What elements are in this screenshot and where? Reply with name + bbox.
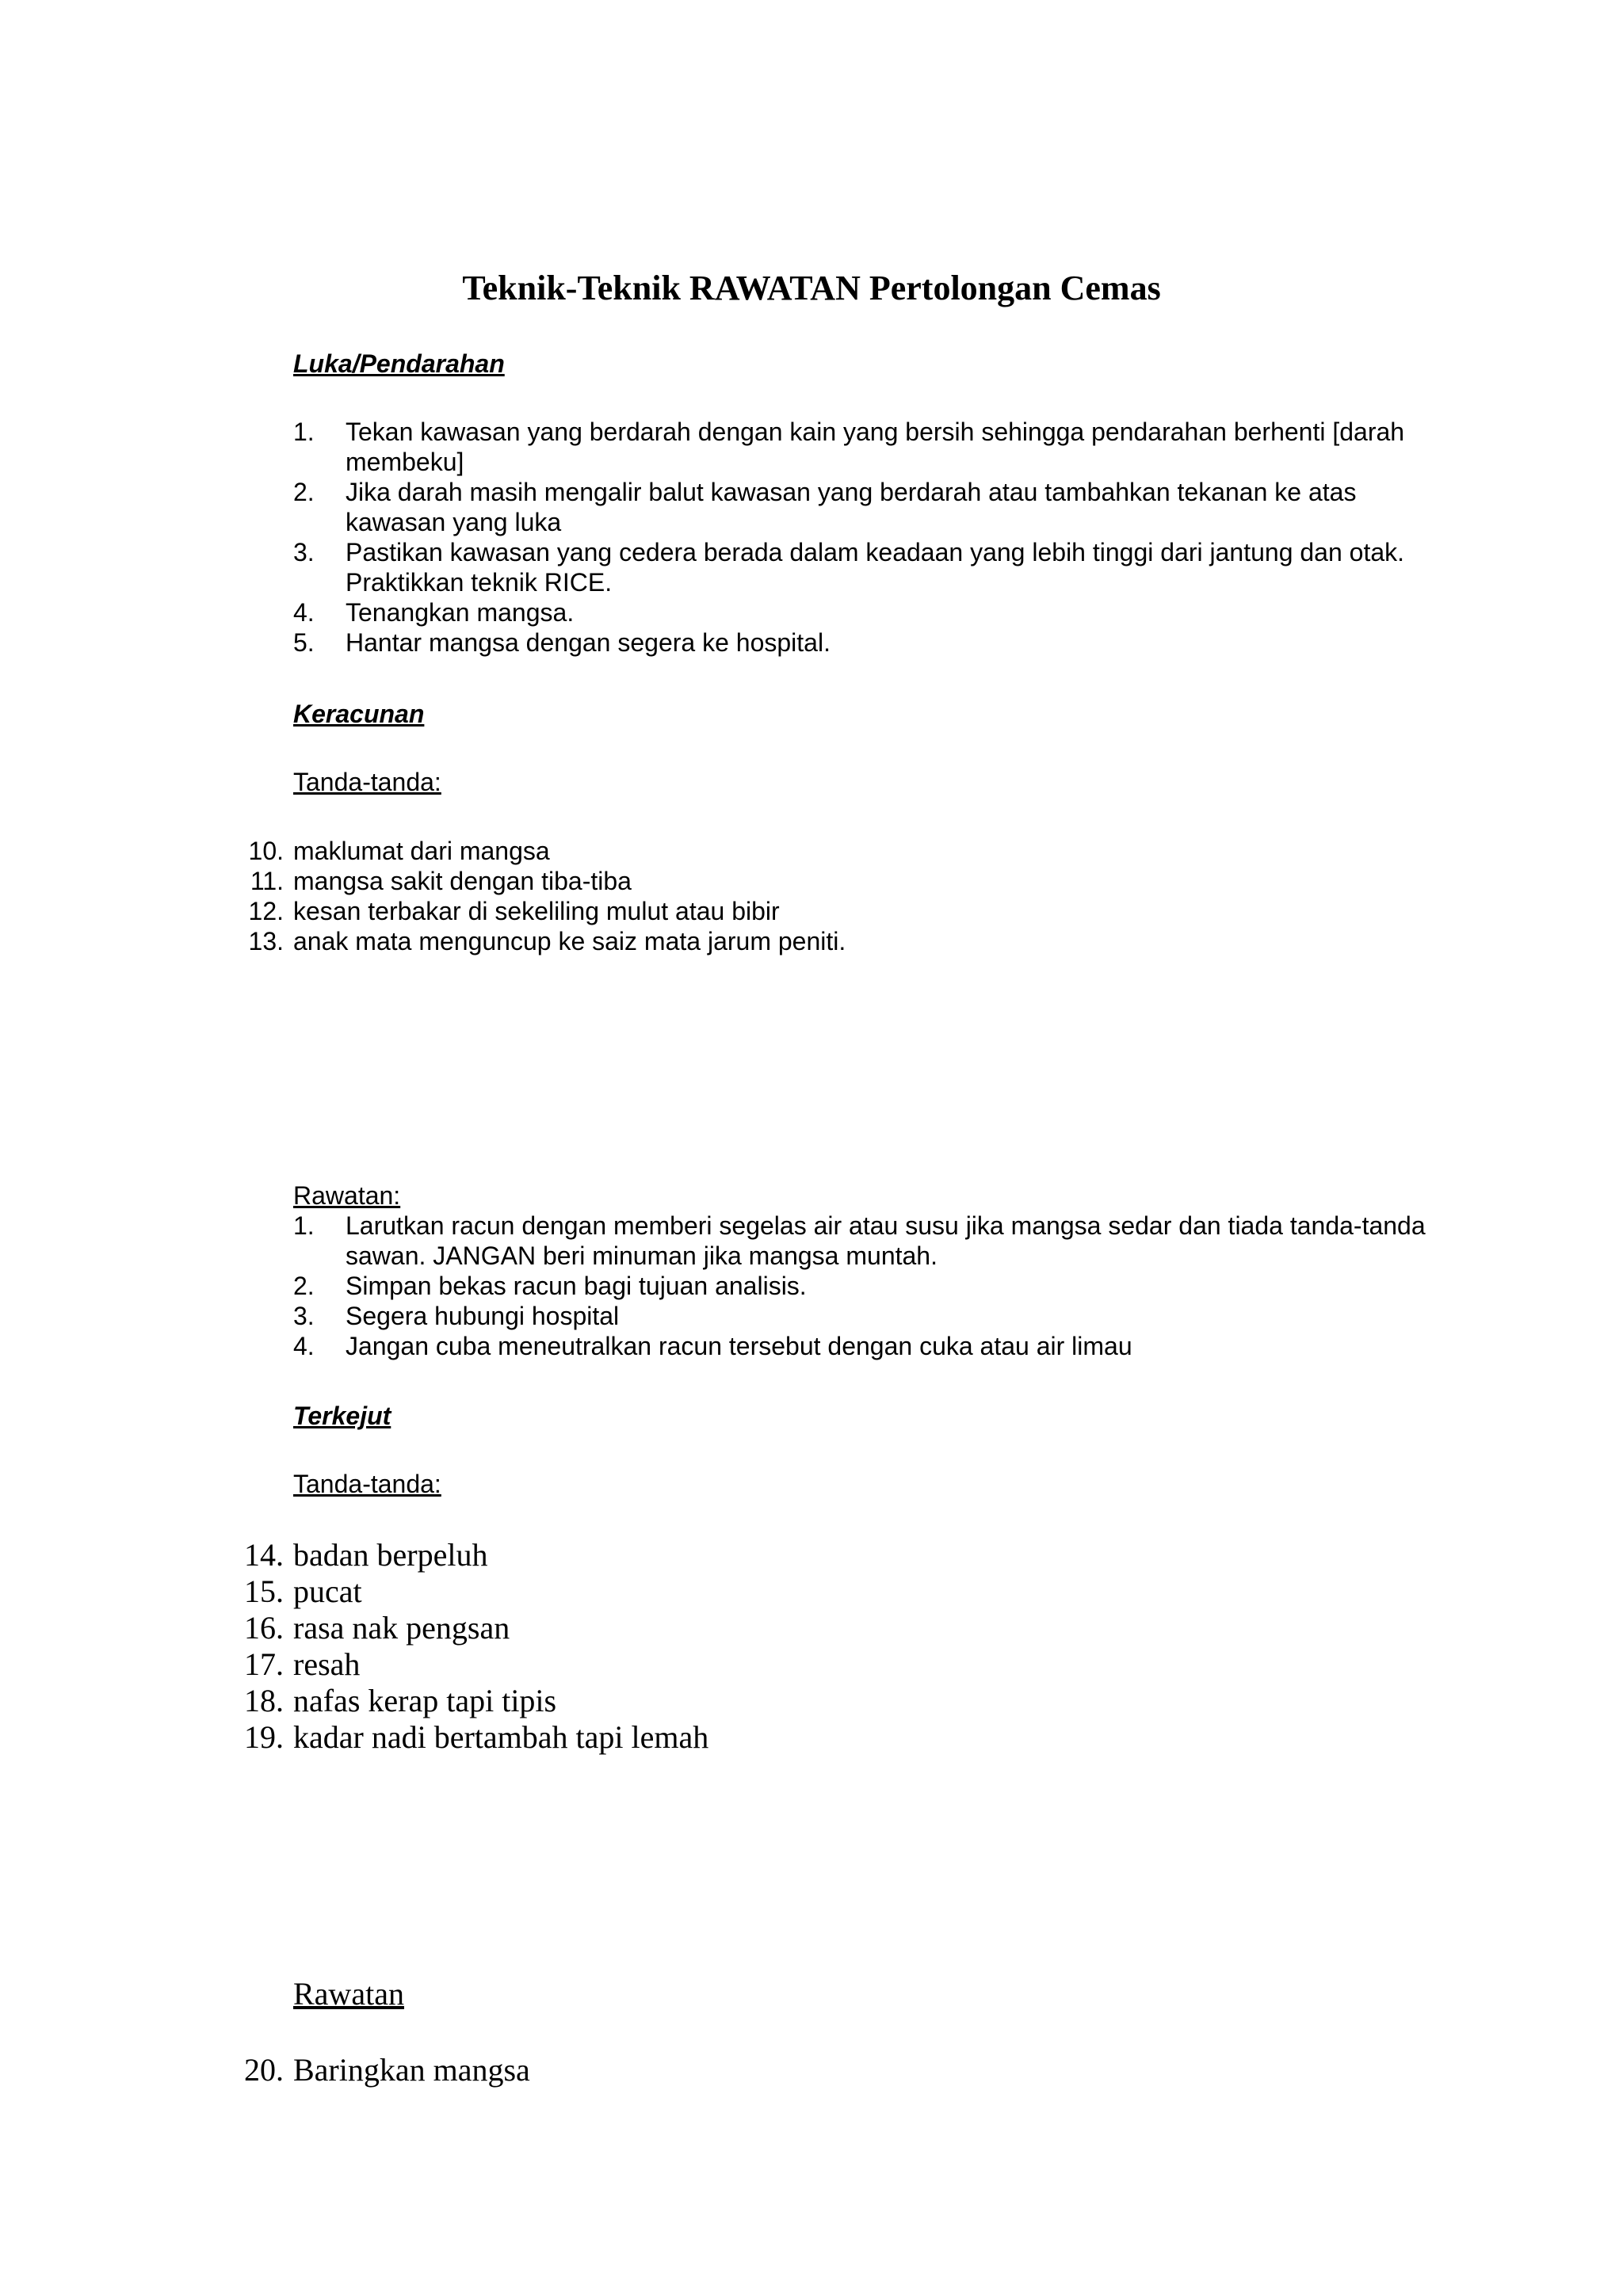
item-text: Tenangkan mangsa. xyxy=(346,598,575,627)
keracunan-signs-label: Tanda-tanda: xyxy=(293,768,441,796)
item-number: 15. xyxy=(244,1573,284,1609)
item-text: Segera hubungi hospital xyxy=(346,1302,620,1330)
list-item xyxy=(238,866,846,896)
item-text: Jangan cuba meneutralkan racun tersebut dengan cuka atau air limau xyxy=(346,1332,1132,1360)
item-text: maklumat dari mangsa xyxy=(293,837,550,865)
item-text: Hantar mangsa dengan segera ke hospital. xyxy=(346,628,831,657)
item-number: 13. xyxy=(248,927,284,955)
item-number: 5. xyxy=(293,628,315,657)
terkejut-signs-label: Tanda-tanda: xyxy=(293,1470,441,1498)
list-item xyxy=(238,896,846,926)
list-item xyxy=(238,1646,708,1683)
item-number: 12. xyxy=(248,897,284,925)
item-number: 10. xyxy=(248,837,284,865)
heading-luka-pendarahan: Luka/Pendarahan xyxy=(293,349,505,378)
item-text: Tekan kawasan yang berdarah dengan kain yang bersih sehingga pendarahan berhenti [darah membeku] xyxy=(346,418,1405,476)
item-text: Pastikan kawasan yang cedera berada dalam keadaan yang lebih tinggi dari jantung dan otak. Praktikkan teknik RICE. xyxy=(346,538,1405,597)
item-number: 4. xyxy=(293,598,315,627)
item-text: resah xyxy=(293,1646,361,1682)
item-text: anak mata menguncup ke saiz mata jarum peniti. xyxy=(293,927,846,955)
list-item xyxy=(293,597,1434,627)
list-item xyxy=(238,1719,708,1756)
item-text: nafas kerap tapi tipis xyxy=(293,1683,557,1718)
item-number: 11. xyxy=(250,867,284,895)
list-item xyxy=(293,1211,1434,1271)
list-item xyxy=(238,1573,708,1610)
item-number: 3. xyxy=(293,538,315,566)
keracunan-signs-list xyxy=(238,836,846,956)
list-item xyxy=(293,627,1434,658)
list-item xyxy=(293,477,1434,537)
item-text: mangsa sakit dengan tiba-tiba xyxy=(293,867,632,895)
item-text: Larutkan racun dengan memberi segelas air atau susu jika mangsa sedar dan tiada tanda-tanda sawan. JANGAN beri minuman jika mangsa muntah. xyxy=(346,1211,1426,1270)
item-number: 2. xyxy=(293,1272,315,1300)
list-item xyxy=(238,926,846,956)
keracunan-treatment-label: Rawatan: xyxy=(293,1181,401,1210)
item-number: 18. xyxy=(244,1683,284,1718)
list-item xyxy=(293,1331,1434,1361)
list-item xyxy=(238,1683,708,1719)
item-text: rasa nak pengsan xyxy=(293,1610,510,1646)
item-text: Simpan bekas racun bagi tujuan analisis. xyxy=(346,1272,807,1300)
heading-terkejut: Terkejut xyxy=(293,1402,391,1430)
item-number: 20. xyxy=(244,2052,284,2088)
item-number: 4. xyxy=(293,1332,315,1360)
item-number: 16. xyxy=(244,1610,284,1646)
list-item xyxy=(238,1537,708,1573)
item-text: Baringkan mangsa xyxy=(293,2052,530,2088)
luka-list xyxy=(293,417,1434,658)
terkejut-treatment-label: Rawatan xyxy=(293,1976,404,2012)
item-number: 17. xyxy=(244,1646,284,1682)
item-number: 3. xyxy=(293,1302,315,1330)
page-title: Teknik-Teknik RAWATAN Pertolongan Cemas xyxy=(462,269,1161,307)
item-text: kadar nadi bertambah tapi lemah xyxy=(293,1719,709,1755)
list-item xyxy=(293,537,1434,597)
item-number: 1. xyxy=(293,418,315,446)
terkejut-signs-list xyxy=(238,1537,708,1756)
item-text: pucat xyxy=(293,1573,362,1609)
item-number: 19. xyxy=(244,1719,284,1755)
terkejut-treatment-list xyxy=(238,2052,530,2088)
item-text: badan berpeluh xyxy=(293,1537,488,1573)
item-number: 1. xyxy=(293,1211,315,1240)
item-number: 14. xyxy=(244,1537,284,1573)
list-item xyxy=(238,836,846,866)
heading-keracunan: Keracunan xyxy=(293,700,425,728)
keracunan-treatment-list xyxy=(293,1211,1434,1361)
list-item xyxy=(293,1301,1434,1331)
list-item xyxy=(238,2052,530,2088)
list-item xyxy=(293,417,1434,477)
item-text: kesan terbakar di sekeliling mulut atau bibir xyxy=(293,897,780,925)
list-item xyxy=(238,1610,708,1646)
list-item xyxy=(293,1271,1434,1301)
item-text: Jika darah masih mengalir balut kawasan yang berdarah atau tambahkan tekanan ke atas kawasan yang luka xyxy=(346,478,1357,536)
item-number: 2. xyxy=(293,478,315,506)
